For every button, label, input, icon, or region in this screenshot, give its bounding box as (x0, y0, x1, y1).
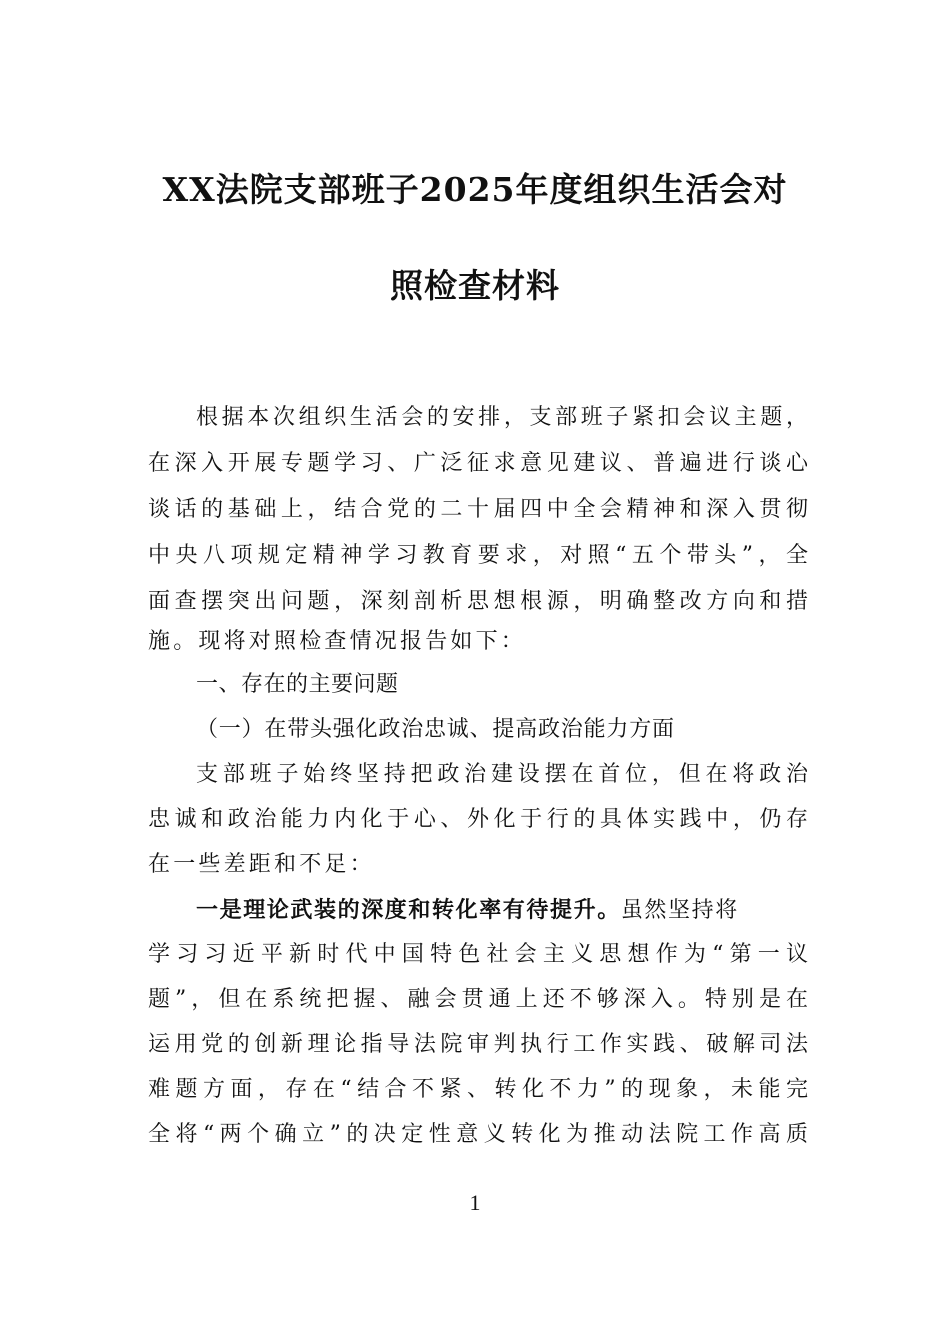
body-line: 题”，但在系统把握、融会贯通上还不够深入。特别是在 (148, 987, 808, 1012)
intro-line: 施。现将对照检查情况报告如下： (148, 629, 527, 654)
section-heading: 一、存在的主要问题 (196, 672, 399, 697)
body-line: 运用党的创新理论指导法院审判执行工作实践、破解司法 (148, 1032, 808, 1057)
body-line: 学习习近平新时代中国特色社会主义思想作为“第一议 (148, 942, 808, 967)
body-line: 在一些差距和不足： (148, 852, 375, 877)
document-title-line-1: XX法院支部班子2025年度组织生活会对 (162, 170, 788, 209)
body-line: 忠诚和政治能力内化于心、外化于行的具体实践中，仍存 (148, 807, 808, 832)
body-line: 支部班子始终坚持把政治建设摆在首位，但在将政治 (196, 762, 808, 787)
body-line: 难题方面，存在“结合不紧、转化不力”的现象，未能完 (148, 1077, 808, 1102)
point-one-lead: 虽然坚持将 (620, 898, 739, 923)
intro-line: 根据本次组织生活会的安排，支部班子紧扣会议主题， (196, 405, 808, 430)
point-one-first-line (148, 895, 808, 926)
intro-line: 面查摆突出问题，深刻剖析思想根源，明确整改方向和措 (148, 589, 808, 614)
body-line: 全将“两个确立”的决定性意义转化为推动法院工作高质 (148, 1122, 808, 1147)
subsection-heading: （一）在带头强化政治忠诚、提高政治能力方面 (196, 717, 675, 742)
intro-line: 谈话的基础上，结合党的二十届四中全会精神和深入贯彻 (148, 497, 808, 522)
page-number: 1 (469, 1190, 481, 1215)
point-one-heading: 一是理论武装的深度和转化率有待提升。 (196, 897, 621, 923)
intro-line: 中央八项规定精神学习教育要求，对照“五个带头”，全 (148, 543, 808, 568)
intro-line: 在深入开展专题学习、广泛征求意见建议、普遍进行谈心 (148, 451, 808, 476)
document-title-line-2: 照检查材料 (390, 266, 560, 305)
